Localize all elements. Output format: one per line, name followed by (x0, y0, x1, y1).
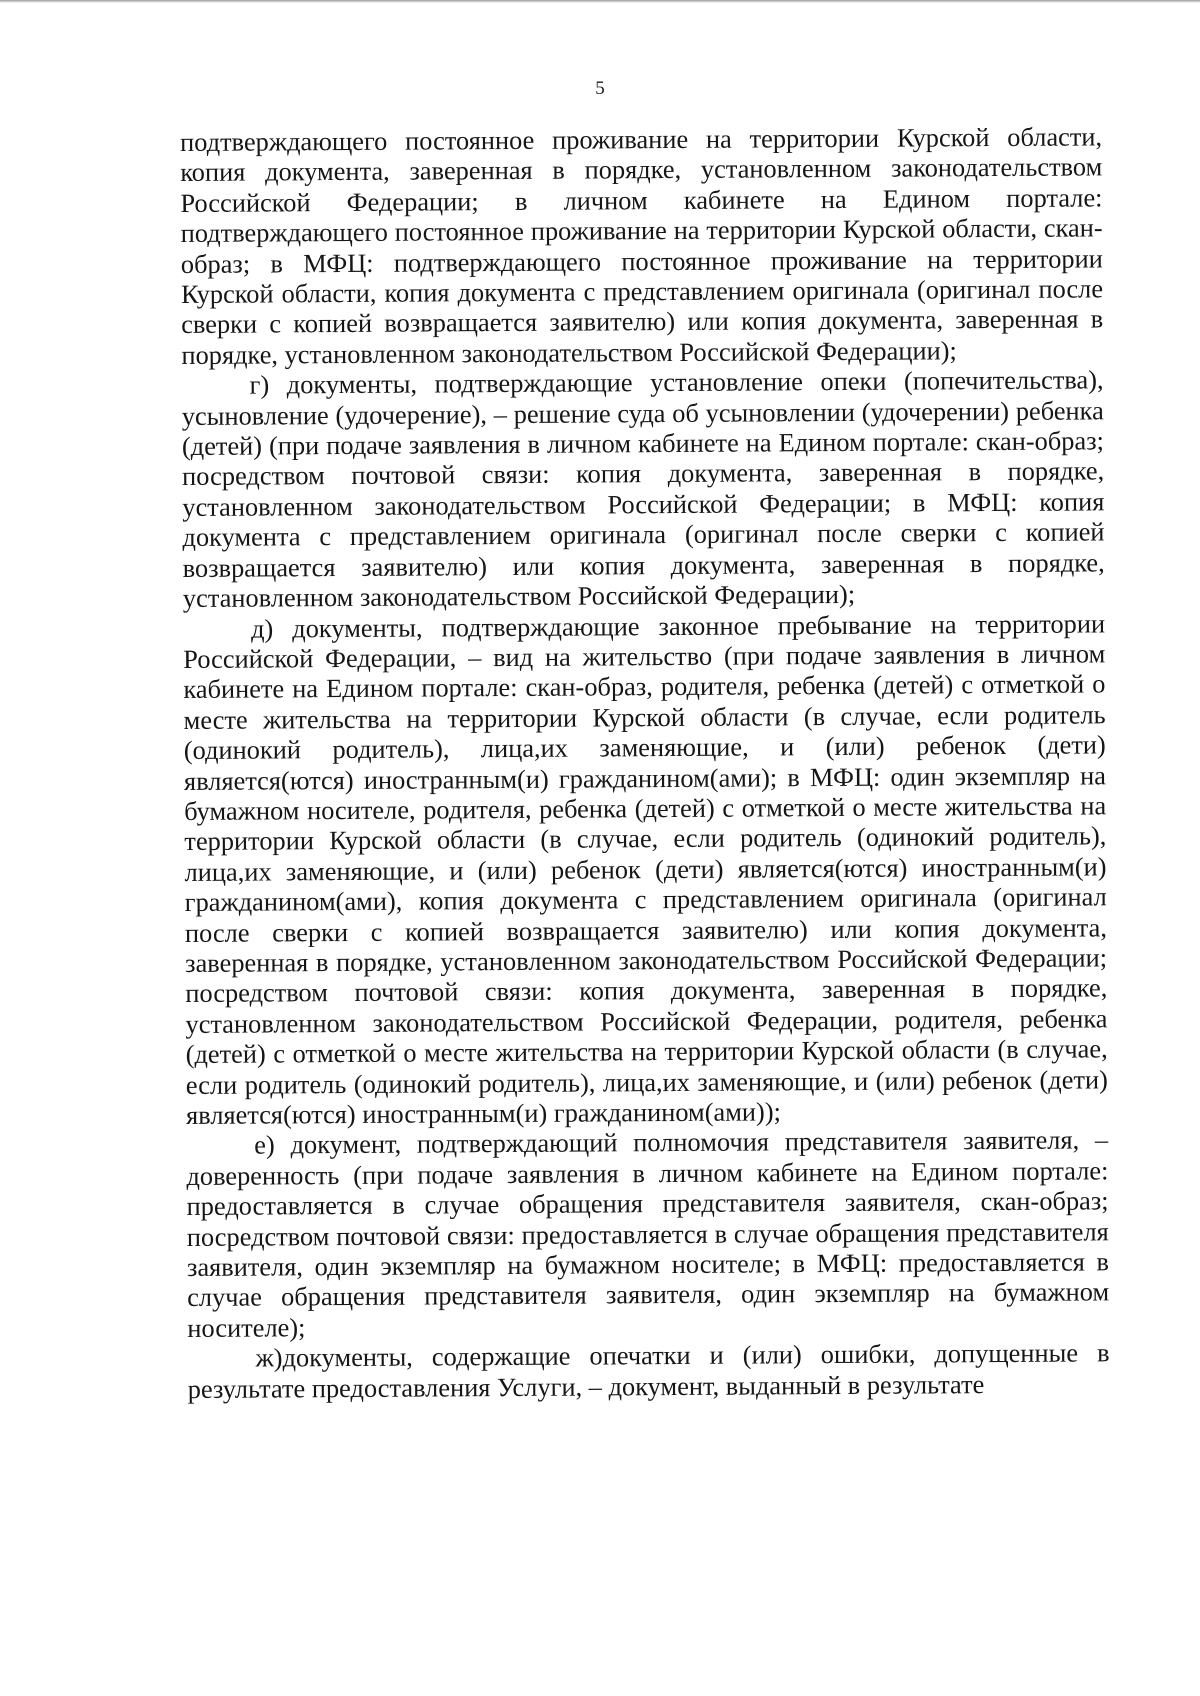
paragraph-item-e: е) документ, подтверждающий полномочия представителя заявителя, – доверенность (при подаче заявления в личном кабинете на Едином портале: предоставляется в случае обращения представителя заявителя, скан-образ; посредством почтовой связи: предоставляется в случае обращения представителя заявителя, один экземпляр на бумажном носителе; в МФЦ: предоставляется в случае обращения представителя заявителя, один экземпляр на бумажном носителе); (186, 1124, 1110, 1343)
page-number: 5 (595, 78, 605, 99)
document-body (180, 121, 1110, 1404)
paragraph-continuation: подтверждающего постоянное проживание на территории Курской области, копия документа, заверенная в порядке, установленном законодательством Российской Федерации; в личном кабинете на Едином портале: подтверждающего постоянное проживание на территории Курской области, скан-образ; в МФЦ: подтверждающего постоянное проживание на территории Курской области, копия документа с представлением оригинала (оригинал после сверки с копией возвращается заявителю) или копия документа, заверенная в порядке, установленном законодательством Российской Федерации); (180, 121, 1104, 370)
scan-top-edge (0, 0, 1200, 3)
paragraph-item-g: г) документы, подтверждающие установление опеки (попечительства), усыновление (удочерение), – решение суда об усыновлении (удочерении) ребенка (детей) (при подаче заявления в личном кабинете на Едином портале: скан-образ; посредством почтовой связи: копия документа, заверенная в порядке, установленном законодательством Российской Федерации; в МФЦ: копия документа с представлением оригинала (оригинал после сверки с копией возвращается заявителю) или копия документа, заверенная в порядке, установленном законодательством Российской Федерации); (181, 364, 1105, 614)
paragraph-item-d: д) документы, подтверждающие законное пребывание на территории Российской Федерации, – вид на жительство (при подаче заявления в личном кабинете на Едином портале: скан-образ, родителя, ребенка (детей) с отметкой о месте жительства на территории Курской области (в случае, если родитель (одинокий родитель), лица,их заменяющие, и (или) ребенок (дети) является(ются) иностранным(и) гражданином(ами); в МФЦ: один экземпляр на бумажном носителе, родителя, ребенка (детей) с отметкой о месте жительства на территории Курской области (в случае, если родитель (одинокий родитель), лица,их заменяющие, и (или) ребенок (дети) является(ются) иностранным(и) гражданином(ами), копия документа с представлением оригинала (оригинал после сверки с копией возвращается заявителю) или копия документа, заверенная в порядке, установленном законодательством Российской Федерации; посредством почтовой связи: копия документа, заверенная в порядке, установленном законодательством Российской Федерации, родителя, ребенка (детей) с отметкой о месте жительства на территории Курской области (в случае, если родитель (одинокий родитель), лица,их заменяющие, и (или) ребенок (дети) является(ются) иностранным(и) гражданином(ами)); (183, 607, 1108, 1130)
paragraph-item-zh: ж)документы, содержащие опечатки и (или) ошибки, допущенные в результате предоставления Услуги, – документ, выданный в результате (187, 1337, 1110, 1404)
